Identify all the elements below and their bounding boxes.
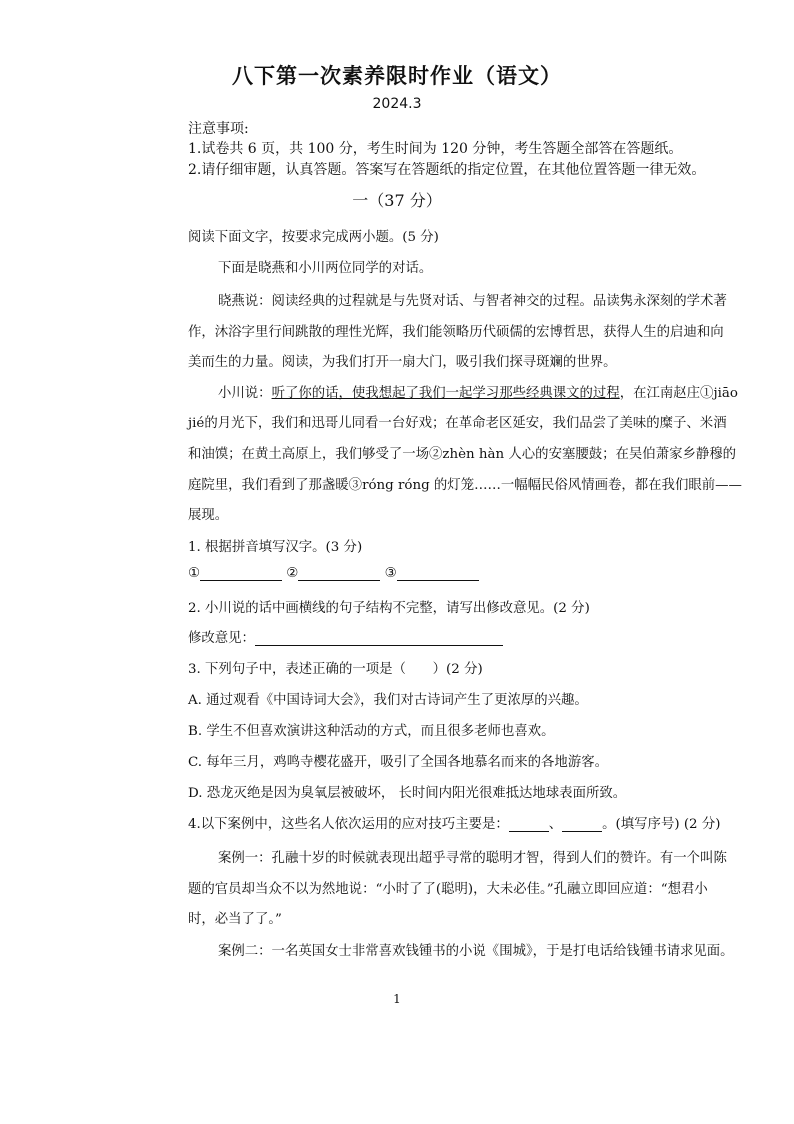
q4-prompt-pre: 4.以下案例中，这些名人依次运用的应对技巧主要是： xyxy=(188,817,509,832)
q2-answer-row xyxy=(188,627,503,646)
q4-prompt-post: 。(填写序号) (2 分) xyxy=(602,817,721,832)
notes-item-1: 1.试卷共 6 页，共 100 分，考生时间为 120 分钟，考生答题全部答在答题纸。 xyxy=(188,141,683,157)
q1-mark-1: ① xyxy=(188,566,201,581)
q2-prompt: 2. 小川说的话中画横线的句子结构不完整，请写出修改意见。(2 分) xyxy=(188,601,590,616)
case2-line-1: 案例二：一名英国女士非常喜欢钱锺书的小说《围城》，于是打电话给钱锺书请求见面。 xyxy=(218,944,734,959)
xiaochuan-line-1 xyxy=(218,382,738,401)
q4-blank-1[interactable] xyxy=(509,817,549,832)
notes-item-2: 2.请仔细审题，认真答题。答案写在答题纸的指定位置，在其他位置答题一律无效。 xyxy=(188,162,706,178)
section-heading: 一（37 分） xyxy=(352,191,442,210)
page-number: 1 xyxy=(393,992,401,1006)
xiaochuan-line-3: 和油馍；在黄土高原上，我们够受了一场②zhèn hàn 人心的安塞腰鼓；在吴伯萧家乡静穆的 xyxy=(188,447,737,462)
xiaoyan-line-2: 作，沐浴字里行间跳散的理性光辉，我们能领略历代硕儒的宏博哲思，获得人生的启迪和向 xyxy=(188,325,724,340)
case1-line-3: 时，必当了了。” xyxy=(188,912,282,927)
q1-blank-3[interactable] xyxy=(397,566,479,581)
q1-mark-2: ② xyxy=(286,566,299,581)
q1-blank-2[interactable] xyxy=(298,566,380,581)
exam-date: 2024.3 xyxy=(372,96,422,112)
q4-prompt xyxy=(188,813,720,832)
page-title: 八下第一次素养限时作业（语文） xyxy=(232,63,562,88)
q1-mark-3: ③ xyxy=(384,566,397,581)
case1-line-2: 题的官员却当众不以为然地说：“小时了了(聪明)，大未必佳。”孔融立即回应道：“想君小 xyxy=(188,882,708,897)
notes-heading: 注意事项: xyxy=(188,121,249,137)
xiaochuan-line-5: 展现。 xyxy=(188,508,229,523)
q4-separator: 、 xyxy=(548,817,563,832)
q3-prompt: 3. 下列句子中，表述正确的一项是（ ）(2 分) xyxy=(188,662,483,677)
q2-answer-blank[interactable] xyxy=(255,631,503,646)
q1-answer-row xyxy=(188,566,479,581)
xiaoyan-line-1: 晓燕说：阅读经典的过程就是与先贤对话、与智者神交的过程。品读隽永深刻的学术著 xyxy=(218,294,727,309)
q3-option-c: C. 每年三月，鸡鸣寺樱花盛开，吸引了全国各地慕名而来的各地游客。 xyxy=(188,755,608,770)
xiaochuan-line-4: 庭院里，我们看到了那盏暖③róng róng 的灯笼……一幅幅民俗风情画卷，都在我们眼前—— xyxy=(188,478,742,493)
q2-answer-label: 修改意见： xyxy=(188,631,255,646)
xiaochuan-line-1-rest: ，在江南赵庄①jiāo xyxy=(619,386,738,401)
xiaochuan-line-2: jié的月光下，我们和迅哥儿同看一台好戏；在革命老区延安，我们品尝了美味的糜子、米酒 xyxy=(188,416,727,431)
q1-prompt: 1. 根据拼音填写汉字。(3 分) xyxy=(188,540,363,555)
q3-option-d: D. 恐龙灭绝是因为臭氧层被破坏， 长时间内阳光很难抵达地球表面所致。 xyxy=(188,786,627,801)
q4-blank-2[interactable] xyxy=(562,817,602,832)
q1-blank-1[interactable] xyxy=(200,566,282,581)
reading-lead: 下面是晓燕和小川两位同学的对话。 xyxy=(218,261,433,276)
q3-option-a: A. 通过观看《中国诗词大会》，我们对古诗词产生了更浓厚的兴趣。 xyxy=(188,693,588,708)
xiaochuan-prefix: 小川说： xyxy=(218,386,272,401)
case1-line-1: 案例一：孔融十岁的时候就表现出超乎寻常的聪明才智，得到人们的赞许。有一个叫陈 xyxy=(218,851,727,866)
reading-intro: 阅读下面文字，按要求完成两小题。(5 分) xyxy=(188,230,439,245)
underlined-sentence: 听了你的话，使我想起了我们一起学习那些经典课文的过程 xyxy=(271,386,620,401)
xiaoyan-line-3: 美而生的力量。阅读，为我们打开一扇大门，吸引我们探寻斑斓的世界。 xyxy=(188,355,617,370)
q3-option-b: B. 学生不但喜欢演讲这种活动的方式，而且很多老师也喜欢。 xyxy=(188,724,555,739)
